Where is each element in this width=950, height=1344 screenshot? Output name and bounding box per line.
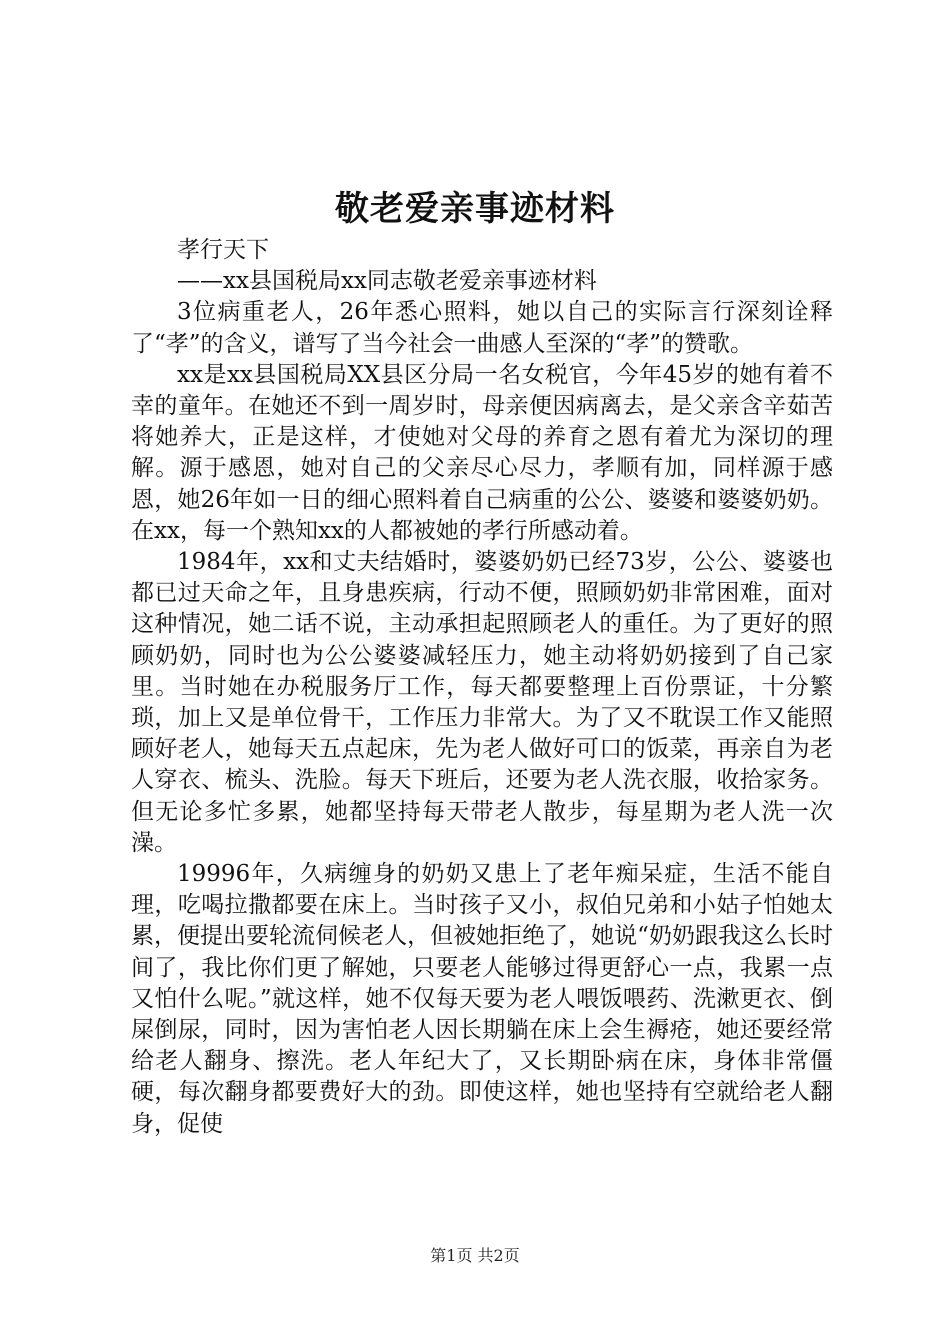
body-paragraph: 1984年，xx和丈夫结婚时，婆婆奶奶已经73岁，公公、婆婆也都已过天命之年，且身患疾病，行动不便，照顾奶奶非常困难，面对这种情况，她二话不说，主动承担起照顾老人的重任。为了更好的照顾奶奶，同时也为公公婆婆减轻压力，她主动将奶奶接到了自己家里。当时她在办税服务厅工作，每天都要整理上百份票证，十分繁琐，加上又是单位骨干，工作压力非常大。为了又不耽误工作又能照顾好老人，她每天五点起床，先为老人做好可口的饭菜，再亲自为老人穿衣、梳头、洗脸。每天下班后，还要为老人洗衣服，收拾家务。但无论多忙多累，她都坚持每天带老人散步，每星期为老人洗一次澡。 <box>131 549 833 856</box>
body-paragraph: 19996年，久病缠身的奶奶又患上了老年痴呆症，生活不能自理，吃喝拉撒都要在床上。当时孩子又小，叔伯兄弟和小姑子怕她太累，便提出要轮流伺候老人，但被她拒绝了，她说“奶奶跟我这么长时间了，我比你们更了解她，只要老人能够过得更舒心一点，我累一点又怕什么呢。”就这样，她不仅每天要为老人喂饭喂药、洗漱更衣、倒屎倒尿，同时，因为害怕老人因长期躺在床上会生褥疮，她还要经常给老人翻身、擦洗。老人年纪大了，又长期卧病在床，身体非常僵硬，每次翻身都要费好大的劲。即使这样，她也坚持有空就给老人翻身，促使 <box>131 861 833 1137</box>
body-paragraph: 3位病重老人，26年悉心照料，她以自己的实际言行深刻诠释了“孝”的含义，谱写了当今社会一曲感人至深的“孝”的赞歌。 <box>131 299 833 357</box>
subtitle-line: 孝行天下 <box>177 237 269 263</box>
document-body <box>131 235 833 1140</box>
page-footer: 第1页 共2页 <box>430 1246 520 1265</box>
subtitle-line: ——xx县国税局xx同志敬老爱亲事迹材料 <box>177 268 597 295</box>
document-title: 敬老爱亲事迹材料 <box>335 189 615 229</box>
body-paragraph: xx是xx县国税局XX县区分局一名女税官，今年45岁的她有着不幸的童年。在她还不到一周岁时，母亲便因病离去，是父亲含辛茹苦将她养大，正是这样，才使她对父母的养育之恩有着尤为深切的理解。源于感恩，她对自己的父亲尽心尽力，孝顺有加，同样源于感恩，她26年如一日的细心照料着自己病重的公公、婆婆和婆婆奶奶。在xx，每一个熟知xx的人都被她的孝行所感动着。 <box>131 361 833 544</box>
